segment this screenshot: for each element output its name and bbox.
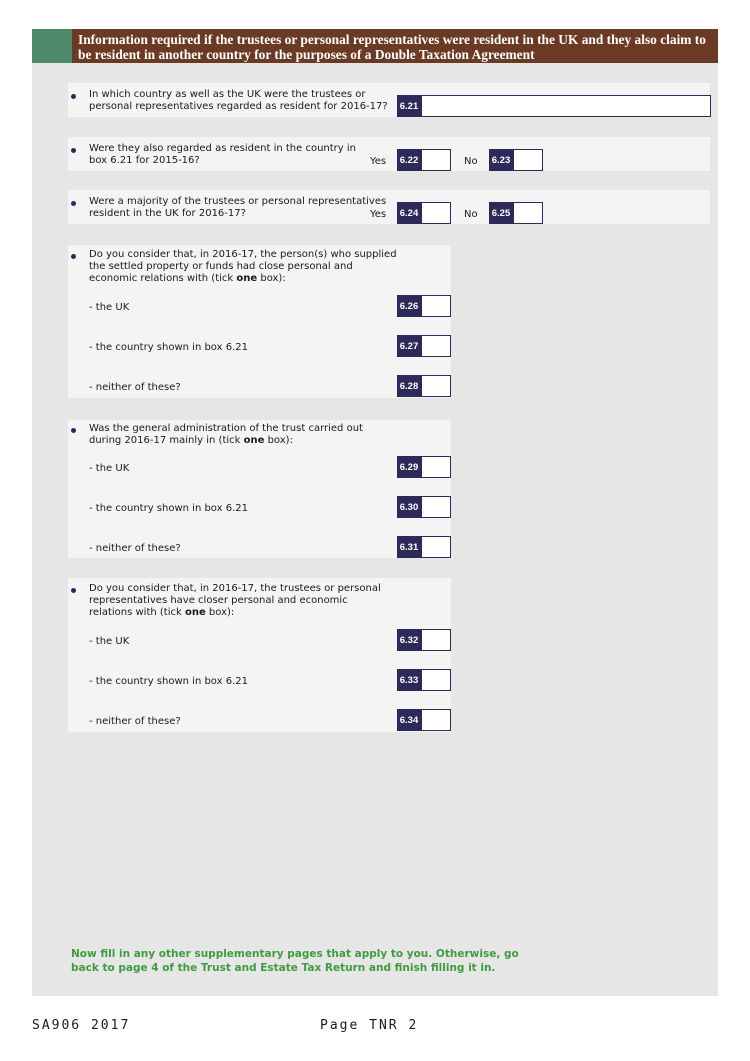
box-6-33[interactable] xyxy=(397,669,451,691)
no-checkbox[interactable] xyxy=(513,202,543,224)
option-label: - the UK xyxy=(89,636,130,647)
bullet-icon xyxy=(71,588,76,593)
box-number: 6.23 xyxy=(489,149,513,171)
bullet-icon xyxy=(71,428,76,433)
box-number: 6.26 xyxy=(397,295,421,317)
question-text: Do you consider that, in 2016-17, the trustees or personal representatives have closer personal and economic relations with (tick one box): xyxy=(89,583,381,618)
box-number: 6.33 xyxy=(397,669,421,691)
option-label: - neither of these? xyxy=(89,543,181,554)
option-label: - the UK xyxy=(89,463,130,474)
box-6-26[interactable] xyxy=(397,295,451,317)
yes-checkbox[interactable] xyxy=(421,202,451,224)
question-text: Was the general administration of the trust carried out during 2016-17 mainly in (tick one box): xyxy=(89,423,363,446)
box-number: 6.34 xyxy=(397,709,421,731)
box-number: 6.25 xyxy=(489,202,513,224)
bullet-icon xyxy=(71,148,76,153)
bullet-icon xyxy=(71,201,76,206)
bullet-icon xyxy=(71,254,76,259)
tick-box[interactable] xyxy=(421,709,451,731)
option-label: - neither of these? xyxy=(89,716,181,727)
box-number: 6.30 xyxy=(397,496,421,518)
box-number: 6.21 xyxy=(397,95,421,117)
question-text: Were they also regarded as resident in the country in box 6.21 for 2015-16? xyxy=(89,143,356,166)
box-number: 6.27 xyxy=(397,335,421,357)
yes-checkbox[interactable] xyxy=(421,149,451,171)
box-number: 6.24 xyxy=(397,202,421,224)
box-6-32[interactable] xyxy=(397,629,451,651)
option-label: - neither of these? xyxy=(89,382,181,393)
box-6-31[interactable] xyxy=(397,536,451,558)
tick-box[interactable] xyxy=(421,629,451,651)
page-number: Page TNR 2 xyxy=(320,1018,419,1033)
no-label: No xyxy=(464,209,478,220)
box-6-24[interactable] xyxy=(397,202,451,224)
tick-box[interactable] xyxy=(421,295,451,317)
tick-box[interactable] xyxy=(421,375,451,397)
form-code: SA906 2017 xyxy=(32,1018,131,1033)
tick-box[interactable] xyxy=(421,536,451,558)
section-title: Information required if the trustees or personal representatives were resident in the UK and they also claim to be resident in another country for the purposes of a Double Taxation Agreement xyxy=(78,32,706,62)
box-number: 6.31 xyxy=(397,536,421,558)
tick-box[interactable] xyxy=(421,456,451,478)
instruction-note: Now fill in any other supplementary pages that apply to you. Otherwise, go back to page 4 of the Trust and Estate Tax Return and finish filling it in. xyxy=(71,948,519,974)
box-6-27[interactable] xyxy=(397,335,451,357)
box-6-25[interactable] xyxy=(489,202,543,224)
question-text: In which country as well as the UK were the trustees or personal representatives regarded as resident for 2016-17? xyxy=(89,89,388,112)
yes-label: Yes xyxy=(370,156,387,167)
tick-box[interactable] xyxy=(421,496,451,518)
question-text: Do you consider that, in 2016-17, the person(s) who supplied the settled property or funds had close personal and economic relations with (tick one box): xyxy=(89,249,397,284)
country-input[interactable] xyxy=(421,95,711,117)
option-label: - the UK xyxy=(89,302,130,313)
box-6-30[interactable] xyxy=(397,496,451,518)
box-number: 6.22 xyxy=(397,149,421,171)
box-number: 6.32 xyxy=(397,629,421,651)
header-accent xyxy=(32,29,72,63)
box-6-29[interactable] xyxy=(397,456,451,478)
question-text: Were a majority of the trustees or personal representatives resident in the UK for 2016-17? xyxy=(89,196,387,219)
box-6-22[interactable] xyxy=(397,149,451,171)
box-6-23[interactable] xyxy=(489,149,543,171)
box-number: 6.28 xyxy=(397,375,421,397)
yes-label: Yes xyxy=(370,209,387,220)
no-checkbox[interactable] xyxy=(513,149,543,171)
no-label: No xyxy=(464,156,478,167)
tick-box[interactable] xyxy=(421,335,451,357)
box-6-21[interactable] xyxy=(397,95,711,117)
option-label: - the country shown in box 6.21 xyxy=(89,503,248,514)
option-label: - the country shown in box 6.21 xyxy=(89,676,248,687)
tick-box[interactable] xyxy=(421,669,451,691)
bullet-icon xyxy=(71,94,76,99)
option-label: - the country shown in box 6.21 xyxy=(89,342,248,353)
section-header xyxy=(72,29,718,63)
box-6-28[interactable] xyxy=(397,375,451,397)
box-number: 6.29 xyxy=(397,456,421,478)
box-6-34[interactable] xyxy=(397,709,451,731)
